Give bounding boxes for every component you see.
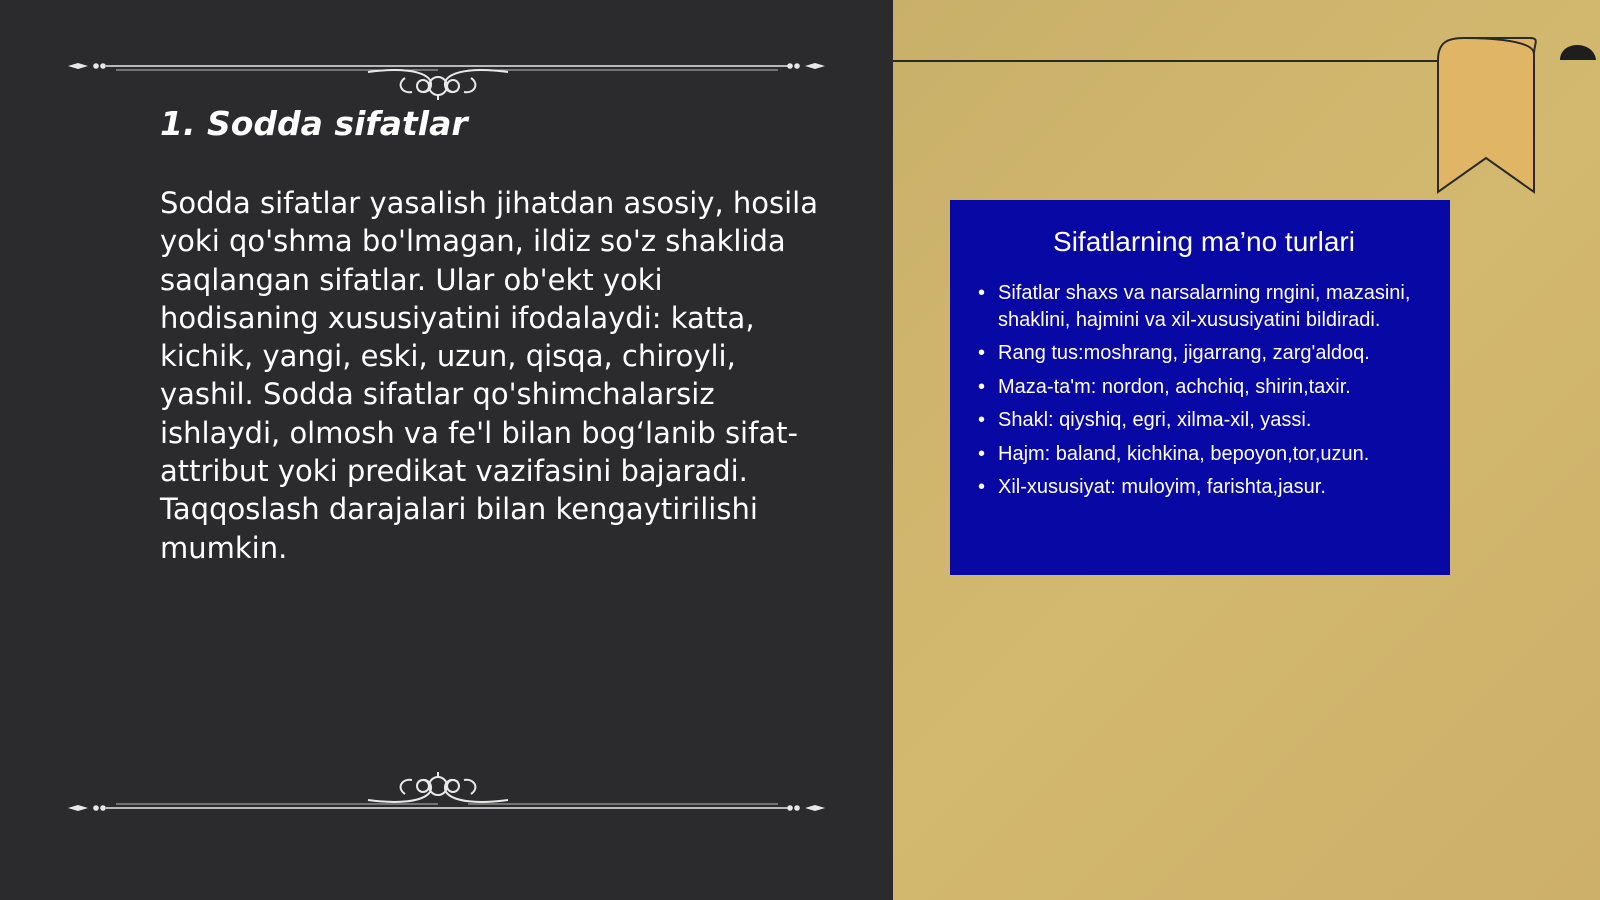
bottom-ornament-icon	[68, 772, 825, 832]
list-item-text: Sifatlar shaxs va narsalarning rngini, mazasini, shaklini, hajmini va xil-xususiyatini bildiradi.	[998, 282, 1411, 331]
list-item-text: Hajm: baland, kichkina, bepoyon,tor,uzun.	[998, 442, 1370, 465]
list-item	[978, 280, 1430, 333]
bullet-icon: •	[978, 476, 986, 498]
bullet-icon: •	[978, 442, 986, 465]
slide-title: 1. Sodda sifatlar	[160, 104, 468, 143]
bullet-icon: •	[978, 409, 986, 431]
bullet-icon: •	[978, 375, 986, 398]
body-paragraph: Sodda sifatlar yasalish jihatdan asosiy, hosila yoki qo'shma bo'lmagan, ildiz so'z shaklida saqlangan sifatlar. Ular ob'ekt yoki hodisaning xususiyatini ifodalaydi: katta, kichik, yangi, eski, uzun, qisqa, chiroyli, yashil. Sodda sifatlar qo'shimchalarsiz ishlaydi, olmosh va fe'l bilan bog‘lanib sifat-attribut yoki predikat vazifasini bajaradi. Taqqoslash darajalari bilan kengaytirilishi mumkin.	[160, 186, 818, 565]
list-item	[978, 407, 1430, 434]
list-item	[978, 441, 1430, 468]
bookmark-ribbon-icon	[1434, 34, 1600, 204]
top-ornament-icon	[68, 40, 825, 100]
list-item-text: Maza-ta'm: nordon, achchiq, shirin,taxir.	[998, 375, 1351, 398]
info-card	[950, 200, 1450, 575]
list-item	[978, 374, 1430, 401]
list-item-text: Shakl: qiyshiq, egri, xilma-xil, yassi.	[998, 409, 1312, 431]
list-item-text: Xil-xususiyat: muloyim, farishta,jasur.	[998, 476, 1326, 498]
bullet-icon: •	[978, 282, 986, 304]
card-list	[978, 280, 1430, 501]
header-divider-line	[893, 60, 1438, 62]
card-title: Sifatlarning ma’no turlari	[1053, 226, 1355, 257]
list-item	[978, 340, 1430, 367]
list-item	[978, 474, 1430, 501]
list-item-text: Rang tus:moshrang, jigarrang, zarg'aldoq.	[998, 342, 1370, 364]
bullet-icon: •	[978, 342, 986, 364]
